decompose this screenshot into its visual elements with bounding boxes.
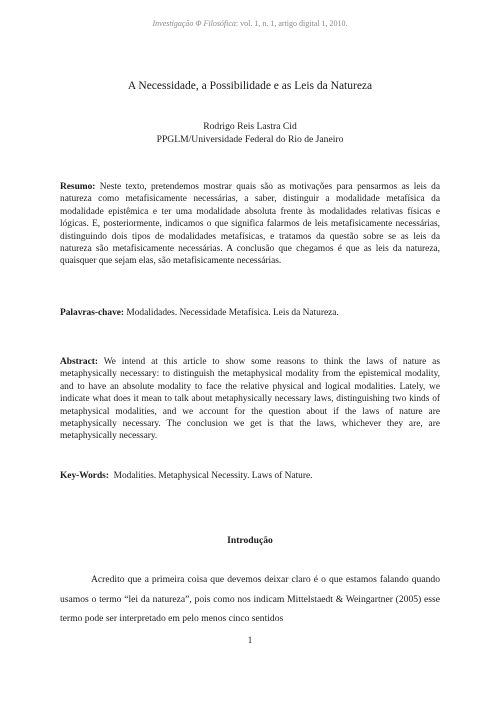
author-affiliation: PPGLM/Universidade Federal do Rio de Janeiro bbox=[156, 134, 344, 145]
resumo-text: Neste texto, pretendemos mostrar quais são as motivações para pensarmos as leis da natureza como metafisicamente necessárias, a saber, distinguir a modalidade metafísica da modalidade epistêmica e ter uma modalidade absoluta frente às modalidades relativas físicas e lógicas. E, posteriormente, indicamos o que significa falarmos de leis metafisicamente necessárias, distinguindo dois tipos de modalidades metafísicas, e tratamos da questão sobre se as leis da natureza são metafisicamente necessárias. A conclusão que chegamos é que as leis da natureza, quaisquer que sejam elas, são metafisicamente necessárias. bbox=[60, 182, 440, 267]
key-words-label: Key-Words: bbox=[60, 471, 109, 481]
author-name: Rodrigo Reis Lastra Cid bbox=[203, 121, 297, 132]
page-number: 1 bbox=[247, 635, 253, 645]
section-heading: Introdução bbox=[227, 535, 273, 546]
abstract-text: We intend at this article to show some reasons to think the laws of nature as metaphysically necessary: to distinguish the metaphysical modality from the epistemical modality, and to have an absolute modality to face the relative physical and logical modalities. Lately, we indicate what does it mean to talk about metaphysically necessary laws, distinguishing two kinds of metaphysical modalities, and we account for the question about if the laws of nature are metaphysically necessary. The conclusion we get is that the laws, whichever they are, are metaphysically necessary. bbox=[60, 357, 440, 442]
journal-issue-info: : vol. 1, n. 1, artigo digital 1, 2010. bbox=[235, 19, 348, 28]
palavras-chave-label: Palavras-chave: bbox=[60, 308, 125, 318]
resumo-paragraph bbox=[60, 181, 440, 268]
body-paragraph: Acredito que a primeira coisa que devemos deixar claro é o que estamos falando quando usamos o termo “lei da natureza”, pois como nos indicam Mittelstaedt & Weingartner (2005) esse termo pode ser interpretado em pelo menos cinco sentidos bbox=[60, 574, 440, 624]
paper-title: A Necessidade, a Possibilidade e as Leis da Natureza bbox=[127, 80, 373, 92]
palavras-chave-text: Modalidades. Necessidade Metafísica. Leis da Natureza. bbox=[124, 308, 339, 318]
author-block bbox=[0, 120, 500, 146]
body-text bbox=[60, 570, 440, 629]
abstract-paragraph bbox=[60, 356, 440, 443]
key-words-paragraph bbox=[60, 470, 440, 482]
journal-name: Investigação Φ Filosófica bbox=[152, 19, 236, 28]
running-header bbox=[0, 19, 500, 28]
key-words-text: Modalities. Metaphysical Necessity. Laws of Nature. bbox=[108, 471, 313, 481]
abstract-label: Abstract: bbox=[60, 357, 99, 367]
palavras-chave-paragraph bbox=[60, 307, 440, 319]
resumo-label: Resumo: bbox=[60, 182, 96, 192]
